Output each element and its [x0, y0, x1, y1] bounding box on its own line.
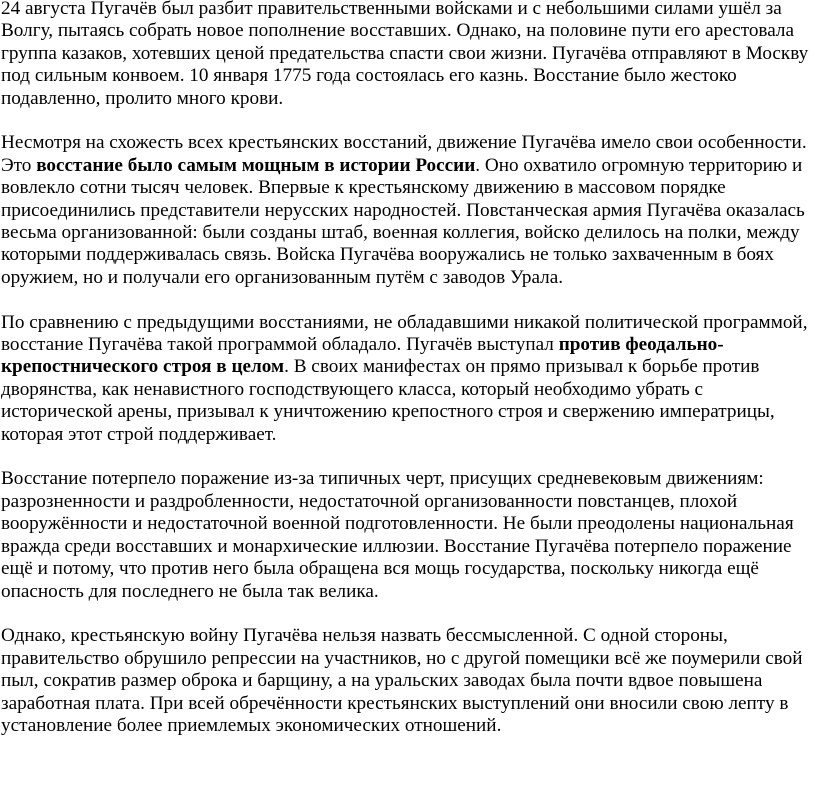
bold-emphasis: против феодально-крепостнического строя в целом: [1, 334, 724, 378]
paragraph-defeat-reasons: [1, 468, 814, 602]
paragraph-text: . Оно охватило огромную территорию и вовлекло сотни тысяч человек. Впервые к крестьянскому движению в массовом порядке присоединились представители нерусских народностей. Повстанческая армия Пугачёва оказалась весьма организованной: были созданы штаб, военная коллегия, войско делилось на полки, между которыми поддерживалась связь. Войска Пугачёва вооружались не только захваченным в боях оружием, но и получали его организованным путём с заводов Урала.: [1, 154, 805, 288]
paragraph-text: 24 августа Пугачёв был разбит правительственными войсками и с небольшими силами ушёл за Волгу, пытаясь собрать новое пополнение восставших. Однако, на половине пути его арестовала группа казаков, хотевших ценой предательства спасти свои жизни. Пугачёва отправляют в Москву под сильным конвоем. 10 января 1775 года состоялась его казнь. Восстание было жестоко подавленно, пролито много крови.: [1, 0, 809, 109]
paragraph-text: . В своих манифестах он прямо призывал к борьбе против дворянства, как ненавистного господствующего класса, который необходимо убрать с исторической арены, призывал к уничтожению крепостного строя и свержению императрицы, которая этот строй поддерживает.: [1, 356, 775, 445]
bold-emphasis: восстание было самым мощным в истории России: [36, 154, 476, 176]
paragraph-text: Восстание потерпело поражение из-за типичных черт, присущих средневековым движениям: разрозненности и раздробленности, недостаточной организованности повстанцев, плохой вооружённости и недостаточной военной подготовленности. Не были преодолены национальная вражда среди восставших и монархические иллюзии. Восстание Пугачёва потерпело поражение ещё и потому, что против него была обращена вся мощь государства, поскольку никогда ещё опасность для последнего не была так велика.: [1, 468, 794, 602]
paragraph-text: Несмотря на схожесть всех крестьянских восстаний, движение Пугачёва имело свои особенности. Это: [1, 132, 807, 176]
paragraph-war-significance: [1, 625, 814, 737]
paragraph-text: Однако, крестьянскую войну Пугачёва нельзя назвать бессмысленной. С одной стороны, правительство обрушило репрессии на участников, но с другой помещики всё же поумерили свой пыл, сократив размер оброка и барщину, а на уральских заводах была почти вдвое повышена заработная плата. При всей обречённости крестьянских выступлений они вносили свою лепту в установление более приемлемых экономических отношений.: [1, 625, 803, 736]
paragraph-uprising-program: [1, 312, 814, 446]
paragraph-pugachev-defeat: [1, 0, 814, 110]
paragraph-text: По сравнению с предыдущими восстаниями, не обладавшими никакой политической программой, восстание Пугачёва такой программой обладало. Пугачёв выступал: [1, 311, 808, 356]
paragraph-uprising-features: [1, 132, 814, 289]
